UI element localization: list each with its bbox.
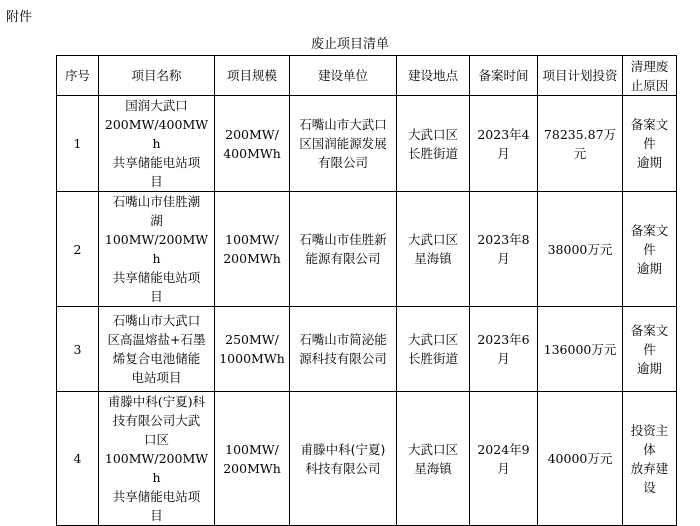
cell-construction-unit xyxy=(290,96,397,192)
cell-project-scale xyxy=(215,307,290,392)
cell-location-line: 大武口区 xyxy=(407,232,458,247)
cell-abolish-reason xyxy=(623,307,677,392)
cell-location-line: 大武口区 xyxy=(407,441,458,457)
cell-project-scale xyxy=(215,392,290,526)
cell-project-name-line: 石嘴山市大武口 xyxy=(112,313,201,328)
cell-planned-investment xyxy=(538,307,623,392)
cell-abolish-reason-line: 备案文件 xyxy=(630,322,669,357)
cell-project-scale-line: 400MWh xyxy=(223,145,281,161)
cell-location xyxy=(397,192,470,307)
cell-location xyxy=(397,392,470,526)
cell-abolish-reason-line: 逾期 xyxy=(636,360,662,376)
table-row xyxy=(57,307,677,392)
abolished-projects-table xyxy=(56,55,677,526)
cell-project-name xyxy=(99,192,215,307)
cell-project-name-line: 湖 xyxy=(150,213,163,228)
cell-project-scale-line: 200MW/ xyxy=(225,126,279,142)
cell-filing-date: 2024年9月 xyxy=(470,392,538,526)
cell-project-name-line: 目 xyxy=(150,289,163,304)
cell-abolish-reason xyxy=(623,392,677,526)
cell-no: 4 xyxy=(57,392,99,526)
header-project-name: 项目名称 xyxy=(99,56,215,96)
cell-no: 3 xyxy=(57,307,99,392)
cell-planned-investment-line: 40000万元 xyxy=(547,451,613,466)
header-construction-unit: 建设单位 xyxy=(290,56,397,96)
cell-location-line: 星海镇 xyxy=(414,460,452,476)
header-abolish-reason: 清理废止原因 xyxy=(623,56,677,96)
cell-project-name-line: 100MW/200MWh xyxy=(104,451,209,485)
cell-project-scale-line: 1000MWh xyxy=(219,351,285,366)
cell-planned-investment xyxy=(538,392,623,526)
cell-construction-unit xyxy=(290,192,397,307)
cell-project-name-line: 烯复合电池储能 xyxy=(112,351,201,366)
cell-construction-unit-line: 区国润能源发展 xyxy=(299,136,387,151)
cell-construction-unit-line: 源科技有限公司 xyxy=(299,351,387,366)
cell-project-name-line: 石嘴山市佳胜潮 xyxy=(112,194,201,209)
cell-project-name xyxy=(99,307,215,392)
cell-project-name-line: 目 xyxy=(150,174,163,189)
cell-abolish-reason xyxy=(623,96,677,192)
header-filing-date: 备案时间 xyxy=(470,56,538,96)
cell-project-scale-line: 200MWh xyxy=(223,460,281,476)
cell-abolish-reason xyxy=(623,192,677,307)
cell-location xyxy=(397,96,470,192)
cell-location-line: 星海镇 xyxy=(414,251,452,266)
cell-abolish-reason-line: 投资主体 xyxy=(630,422,669,457)
cell-construction-unit-line: 石嘴山市佳胜新 xyxy=(299,232,387,247)
cell-no: 2 xyxy=(57,192,99,307)
cell-abolish-reason-line: 备案文件 xyxy=(630,117,669,151)
cell-project-name-line: 技有限公司大武 xyxy=(112,413,201,428)
table-row xyxy=(57,192,677,307)
cell-location-line: 大武口区 xyxy=(407,126,458,142)
cell-project-name-line: 共享储能电站项 xyxy=(112,155,201,170)
cell-location xyxy=(397,307,470,392)
cell-filing-date: 2023年8月 xyxy=(470,192,538,307)
cell-planned-investment-line: 78235.87万 xyxy=(543,126,617,142)
cell-project-name-line: 电站项目 xyxy=(131,370,182,385)
cell-construction-unit-line: 能源有限公司 xyxy=(305,251,381,266)
cell-project-name xyxy=(99,392,215,526)
cell-filing-date: 2023年4月 xyxy=(470,96,538,192)
cell-construction-unit xyxy=(290,307,397,392)
cell-planned-investment xyxy=(538,192,623,307)
cell-location-line: 长胜街道 xyxy=(407,145,458,161)
cell-project-name-line: 口区 xyxy=(143,432,169,447)
cell-planned-investment-line: 38000万元 xyxy=(547,241,613,257)
cell-project-name-line: 区高温熔盐+石墨 xyxy=(107,332,206,347)
cell-project-scale-line: 200MWh xyxy=(223,251,281,266)
cell-project-name-line: 目 xyxy=(150,508,163,523)
cell-project-name-line: 100MW/200MWh xyxy=(104,232,209,266)
cell-location-line: 长胜街道 xyxy=(407,351,458,366)
cell-planned-investment-line: 136000万元 xyxy=(543,341,617,357)
cell-planned-investment-line: 元 xyxy=(573,145,587,161)
cell-project-scale xyxy=(215,96,290,192)
cell-project-name-line: 甫滕中科(宁夏)科 xyxy=(107,394,206,409)
cell-no: 1 xyxy=(57,96,99,192)
cell-project-scale-line: 250MW/ xyxy=(225,332,279,347)
cell-abolish-reason-line: 逾期 xyxy=(636,155,662,170)
table-row xyxy=(57,96,677,192)
cell-project-name-line: 共享储能电站项 xyxy=(112,270,201,285)
cell-project-scale-line: 100MW/ xyxy=(225,441,279,457)
cell-construction-unit-line: 石嘴山市简泌能 xyxy=(299,332,387,347)
header-row xyxy=(57,56,677,96)
cell-construction-unit-line: 有限公司 xyxy=(317,155,368,170)
cell-abolish-reason-line: 放弃建设 xyxy=(630,460,669,495)
cell-construction-unit xyxy=(290,392,397,526)
header-project-scale: 项目规模 xyxy=(215,56,290,96)
cell-planned-investment xyxy=(538,96,623,192)
table-row xyxy=(57,392,677,526)
cell-abolish-reason-line: 逾期 xyxy=(636,260,662,276)
cell-project-scale xyxy=(215,192,290,307)
cell-location-line: 大武口区 xyxy=(407,332,458,347)
cell-project-name-line: 200MW/400MWh xyxy=(104,117,209,151)
cell-construction-unit-line: 甫滕中科(宁夏) xyxy=(300,441,386,457)
cell-project-name xyxy=(99,96,215,192)
document-title: 废止项目清单 xyxy=(310,37,389,52)
cell-project-scale-line: 100MW/ xyxy=(225,232,279,247)
header-location: 建设地点 xyxy=(397,56,470,96)
header-planned-investment: 项目计划投资 xyxy=(538,56,623,96)
header-no: 序号 xyxy=(57,56,99,96)
cell-construction-unit-line: 科技有限公司 xyxy=(305,460,381,476)
attachment-label: 附件 xyxy=(6,10,33,25)
cell-abolish-reason-line: 备案文件 xyxy=(630,222,669,257)
cell-construction-unit-line: 石嘴山市大武口 xyxy=(299,117,387,132)
cell-project-name-line: 共享储能电站项 xyxy=(112,489,201,504)
cell-project-name-line: 国润大武口 xyxy=(125,98,188,113)
cell-filing-date: 2023年6月 xyxy=(470,307,538,392)
